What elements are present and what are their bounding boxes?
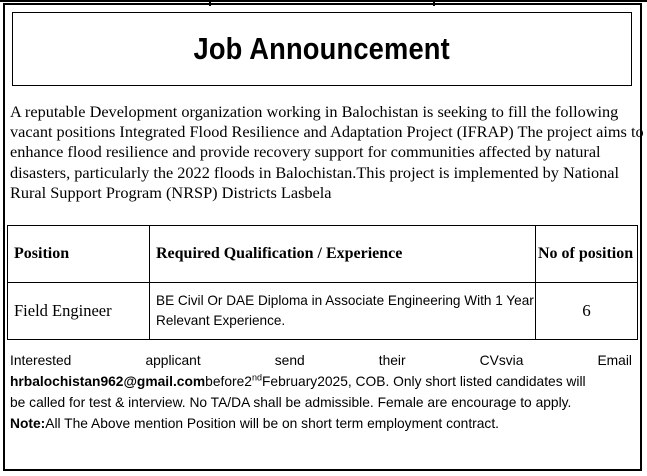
word: CVsvia (479, 353, 524, 368)
deadline-ordinal: nd (251, 372, 262, 383)
word: applicant (145, 353, 201, 368)
qualification-line: Relevant Experience. (156, 313, 286, 328)
application-instructions (10, 351, 632, 435)
header-qualification: Required Qualification / Experience (150, 226, 536, 283)
qualification-line: BE Civil Or DAE Diploma in Associate Engineering With 1 Year (156, 293, 534, 308)
note-text: All The Above mention Position will be on short term employment contract. (45, 416, 499, 431)
intro-line: enhance flood resilience and provide recovery support for communities affected by natural (10, 142, 601, 162)
table-header-row (8, 226, 638, 283)
word: send (274, 353, 305, 368)
title-box (12, 12, 632, 86)
intro-line: vacant positions Integrated Flood Resilience and Adaptation Project (IFRAP) The project aims to (10, 122, 644, 142)
page-title: Job Announcement (193, 31, 451, 66)
table-row (8, 283, 638, 340)
note-line (10, 414, 632, 435)
email-address[interactable]: hrbalochistan962@gmail.com (10, 374, 206, 389)
positions-table (7, 225, 638, 340)
intro-line: Rural Support Program (NRSP) Districts Lasbela (10, 182, 332, 202)
header-count: No of position (536, 226, 638, 283)
instructions-line-2 (10, 372, 632, 393)
intro-line: A reputable Development organization working in Balochistan is seeking to fill the following (10, 102, 619, 121)
top-border-line (0, 0, 647, 2)
instructions-line-1 (10, 351, 632, 372)
intro-paragraph (10, 102, 644, 203)
cell-position: Field Engineer (8, 283, 150, 340)
instructions-line-3: be called for test & interview. No TA/DA shall be admissible. Female are encourage to apply. (10, 395, 572, 410)
cell-count: 6 (536, 283, 638, 340)
deadline-before: before2 (205, 374, 252, 389)
word: Interested (10, 353, 72, 368)
word: Email (597, 353, 632, 368)
note-label: Note: (10, 416, 46, 431)
header-position: Position (8, 226, 150, 283)
intro-line: disasters, particularly the 2022 floods in Balochistan.This project is implemented by National (10, 162, 620, 182)
cell-qualification (150, 283, 536, 340)
word: their (378, 353, 406, 368)
deadline-rest: February2025, COB. Only short listed candidates will (261, 374, 586, 389)
